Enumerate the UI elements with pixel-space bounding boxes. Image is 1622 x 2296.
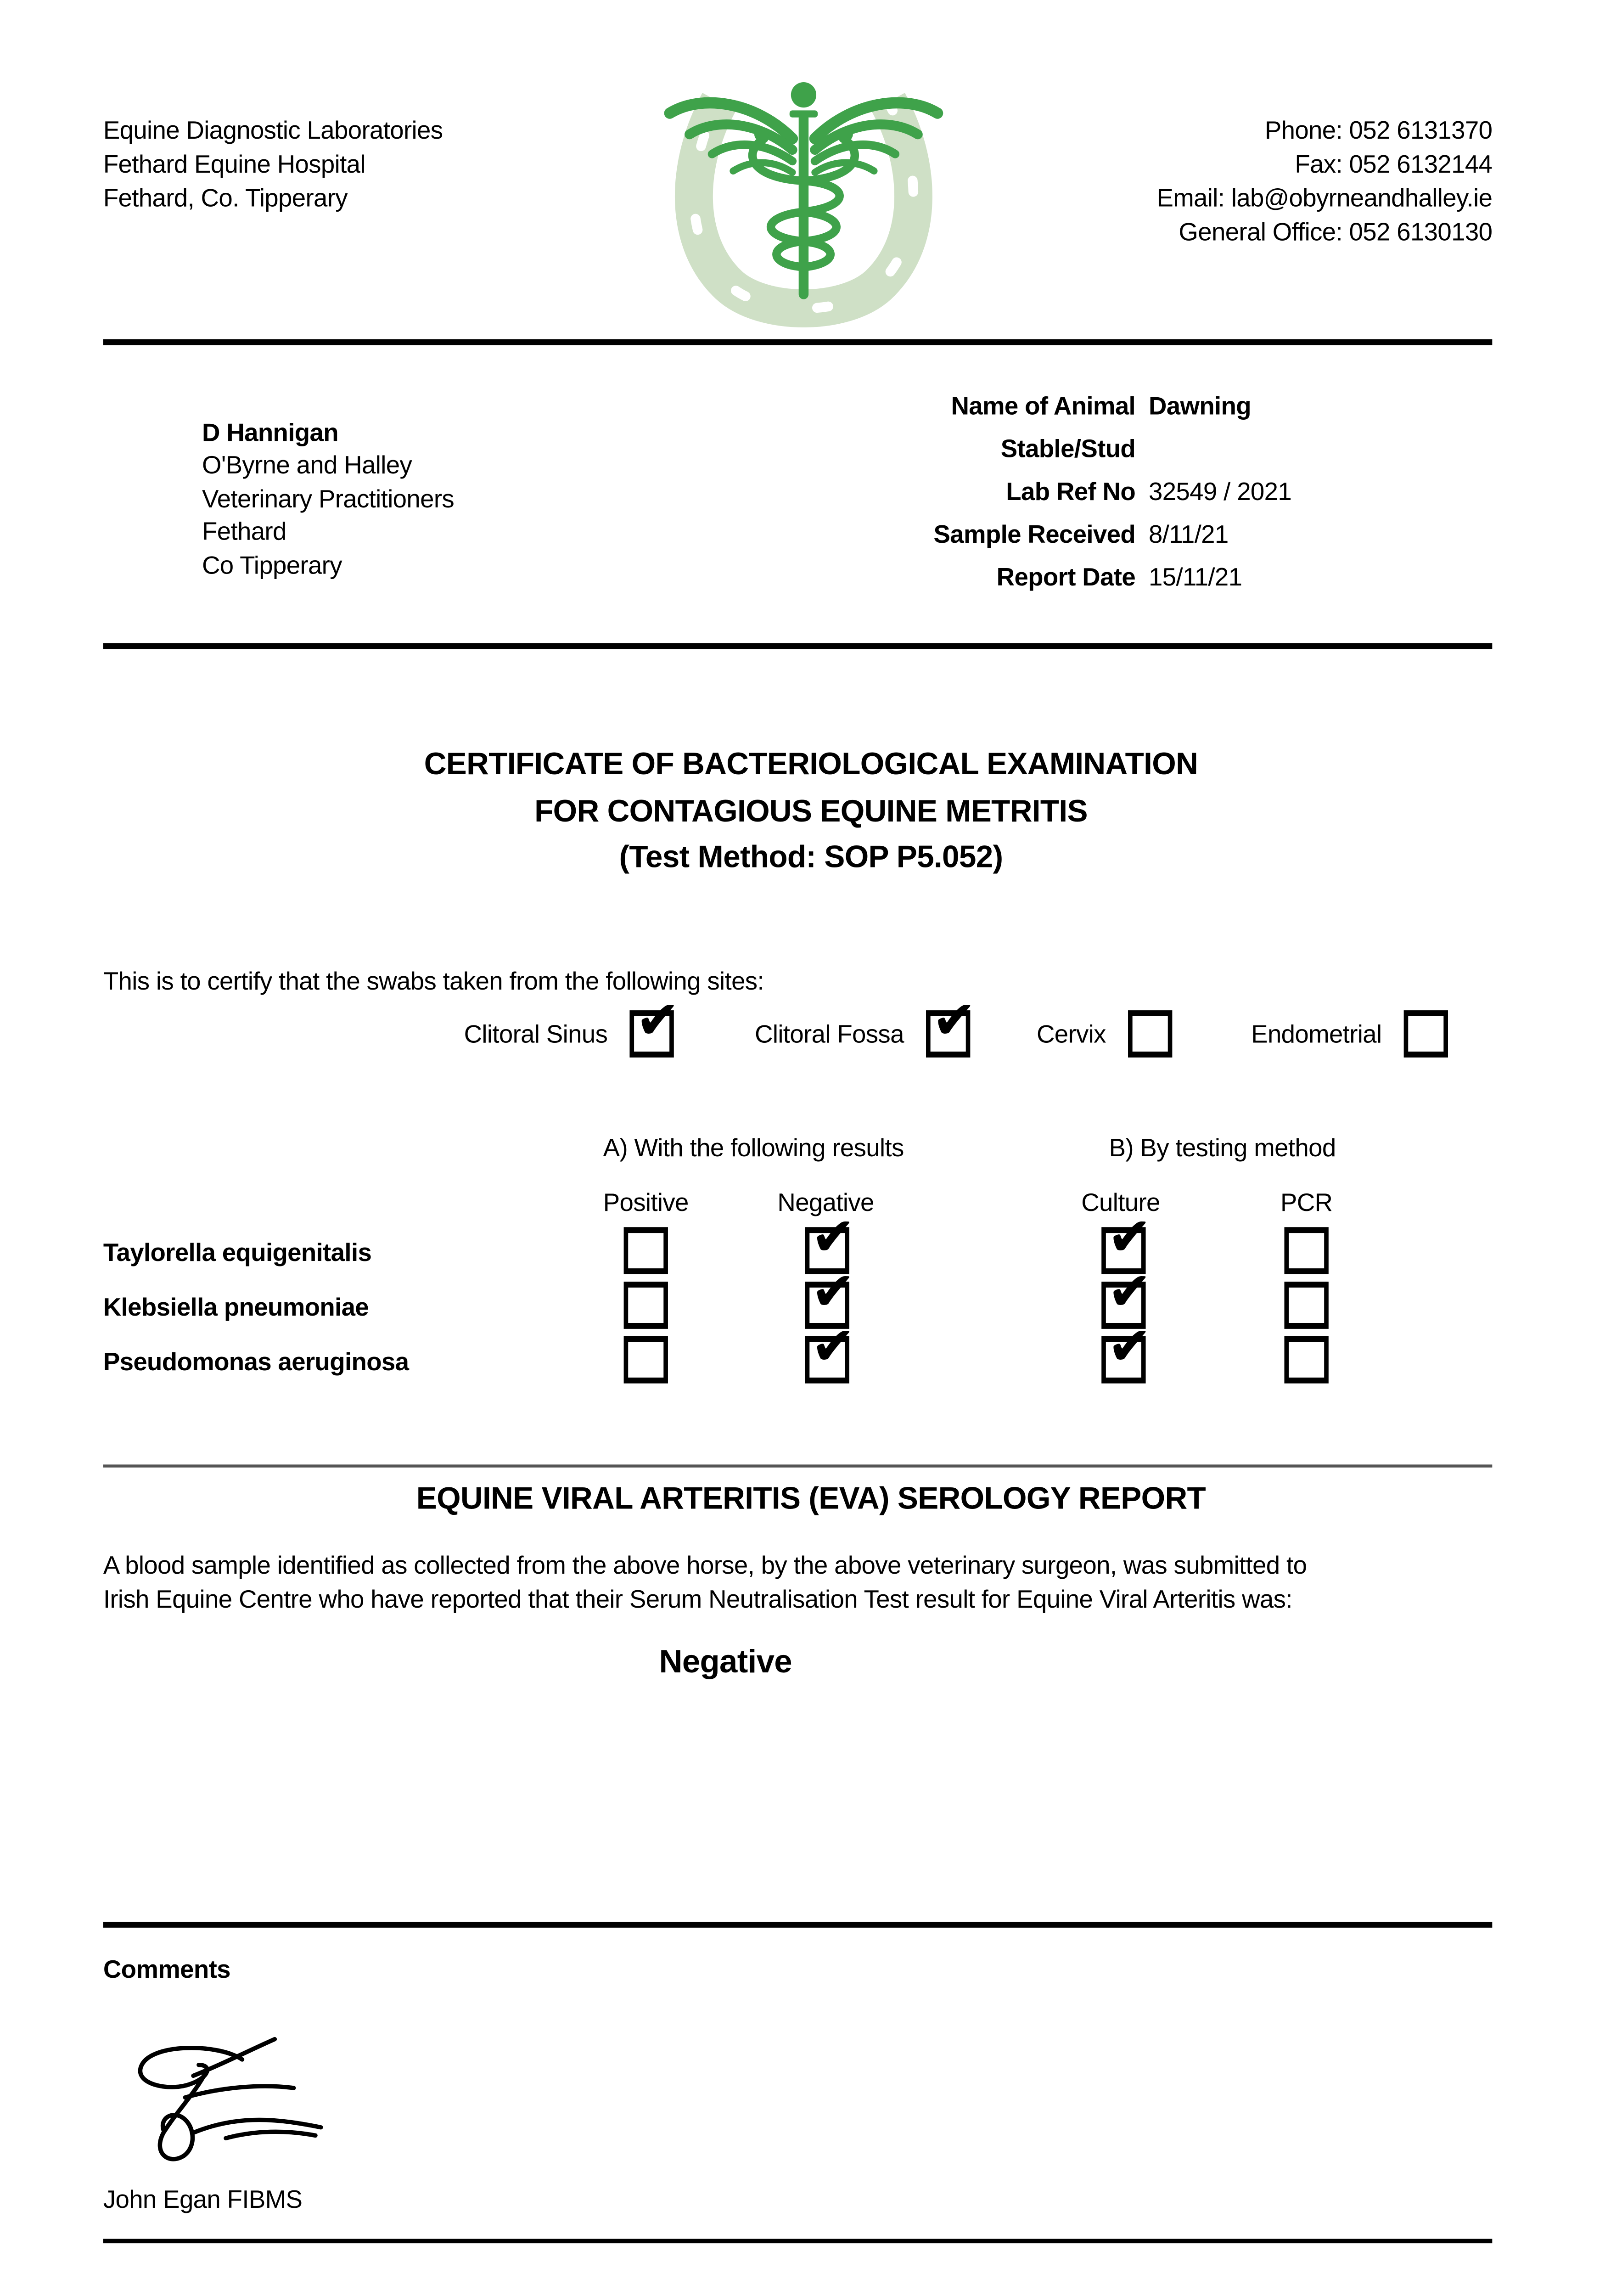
checkbox-klebsiella-positive[interactable] — [624, 1282, 668, 1329]
name-of-animal-label: Name of Animal — [951, 392, 1136, 421]
sample-received-value: 8/11/21 — [1148, 520, 1229, 549]
site-label-clitoral-sinus: Clitoral Sinus — [464, 1020, 608, 1049]
checkmark-icon: ✔ — [811, 1317, 855, 1378]
lab-contact-block — [903, 113, 1493, 249]
section-divider — [103, 1464, 1493, 1467]
checkmark-icon: ✔ — [635, 991, 680, 1052]
eva-body — [103, 1550, 1519, 1617]
addressee-line: Veterinary Practitioners — [202, 485, 455, 513]
signatory-name: John Egan FIBMS — [103, 2185, 303, 2214]
bottom-rule — [103, 2239, 1493, 2244]
column-header-pcr: PCR — [1280, 1188, 1333, 1217]
comments-label: Comments — [103, 1955, 230, 1984]
eva-body-line: A blood sample identified as collected from the above horse, by the above veterinary surgeon, was submitted to — [103, 1551, 1307, 1580]
report-date-value: 15/11/21 — [1148, 563, 1242, 591]
organism-name: Taylorella equigenitalis — [103, 1238, 372, 1267]
signature-scribble — [106, 2032, 335, 2168]
site-label-cervix: Cervix — [1036, 1020, 1106, 1049]
eva-section-title: EQUINE VIRAL ARTERITIS (EVA) SEROLOGY REPORT — [416, 1482, 1206, 1516]
addressee-line: O'Byrne and Halley — [202, 452, 412, 480]
lab-address-line: Fethard Equine Hospital — [103, 150, 365, 179]
checkmark-icon: ✔ — [1107, 1317, 1152, 1378]
fax-line: Fax: 052 6132144 — [1295, 150, 1493, 179]
sample-received-label: Sample Received — [933, 520, 1136, 549]
addressee-name: D Hannigan — [202, 419, 338, 447]
organism-name: Klebsiella pneumoniae — [103, 1293, 369, 1322]
checkmark-icon: ✔ — [1107, 1262, 1152, 1323]
site-label-clitoral-fossa: Clitoral Fossa — [755, 1020, 904, 1049]
certify-statement: This is to certify that the swabs taken from the following sites: — [103, 967, 764, 996]
lab-address-block — [103, 113, 443, 215]
stable-stud-label: Stable/Stud — [1000, 435, 1136, 463]
lab-address-line: Equine Diagnostic Laboratories — [103, 116, 443, 145]
checkbox-endometrial[interactable] — [1404, 1010, 1448, 1058]
checkbox-taylorella-positive[interactable] — [624, 1227, 668, 1274]
eva-result: Negative — [659, 1643, 792, 1680]
divider-rule — [103, 1922, 1493, 1928]
results-header-a: A) With the following results — [603, 1134, 904, 1162]
checkbox-pseudomonas-culture[interactable] — [1101, 1317, 1152, 1384]
checkbox-klebsiella-pcr[interactable] — [1284, 1282, 1328, 1329]
lab-ref-no-value: 32549 / 2021 — [1148, 478, 1292, 506]
lab-address-line: Fethard, Co. Tipperary — [103, 184, 348, 213]
column-header-culture: Culture — [1081, 1188, 1160, 1217]
eva-body-line: Irish Equine Centre who have reported that their Serum Neutralisation Test result for Equine Viral Arteritis was: — [103, 1585, 1292, 1613]
column-header-negative: Negative — [777, 1188, 874, 1217]
checkbox-pseudomonas-positive[interactable] — [624, 1336, 668, 1384]
organism-name: Pseudomonas aeruginosa — [103, 1348, 409, 1376]
checkbox-pseudomonas-negative[interactable] — [805, 1317, 855, 1384]
checkbox-pseudomonas-pcr[interactable] — [1284, 1336, 1328, 1384]
site-label-endometrial: Endometrial — [1251, 1020, 1382, 1049]
lab-ref-no-label: Lab Ref No — [1006, 478, 1136, 506]
certificate-title-line: CERTIFICATE OF BACTERIOLOGICAL EXAMINATION — [424, 748, 1198, 782]
phone-line: Phone: 052 6131370 — [1264, 116, 1493, 145]
email-line: Email: lab@obyrneandhalley.ie — [1156, 184, 1493, 213]
report-date-label: Report Date — [996, 563, 1136, 591]
column-header-positive: Positive — [603, 1188, 689, 1217]
checkmark-icon: ✔ — [932, 991, 977, 1052]
addressee-block — [202, 417, 454, 583]
checkmark-icon: ✔ — [1107, 1208, 1152, 1269]
name-of-animal-value: Dawning — [1148, 392, 1252, 421]
certificate-title — [117, 742, 1506, 882]
checkbox-taylorella-pcr[interactable] — [1284, 1227, 1328, 1274]
results-header-b: B) By testing method — [1109, 1134, 1336, 1162]
certificate-title-line: FOR CONTAGIOUS EQUINE METRITIS — [534, 794, 1088, 828]
addressee-line: Co Tipperary — [202, 551, 342, 580]
checkmark-icon: ✔ — [811, 1262, 855, 1323]
addressee-line: Fethard — [202, 518, 286, 546]
divider-rule — [103, 339, 1493, 345]
checkbox-clitoral-sinus[interactable] — [629, 991, 680, 1058]
checkmark-icon: ✔ — [811, 1208, 855, 1269]
divider-rule — [103, 643, 1493, 649]
general-office-line: General Office: 052 6130130 — [1179, 218, 1493, 247]
certificate-title-line: (Test Method: SOP P5.052) — [619, 840, 1003, 875]
